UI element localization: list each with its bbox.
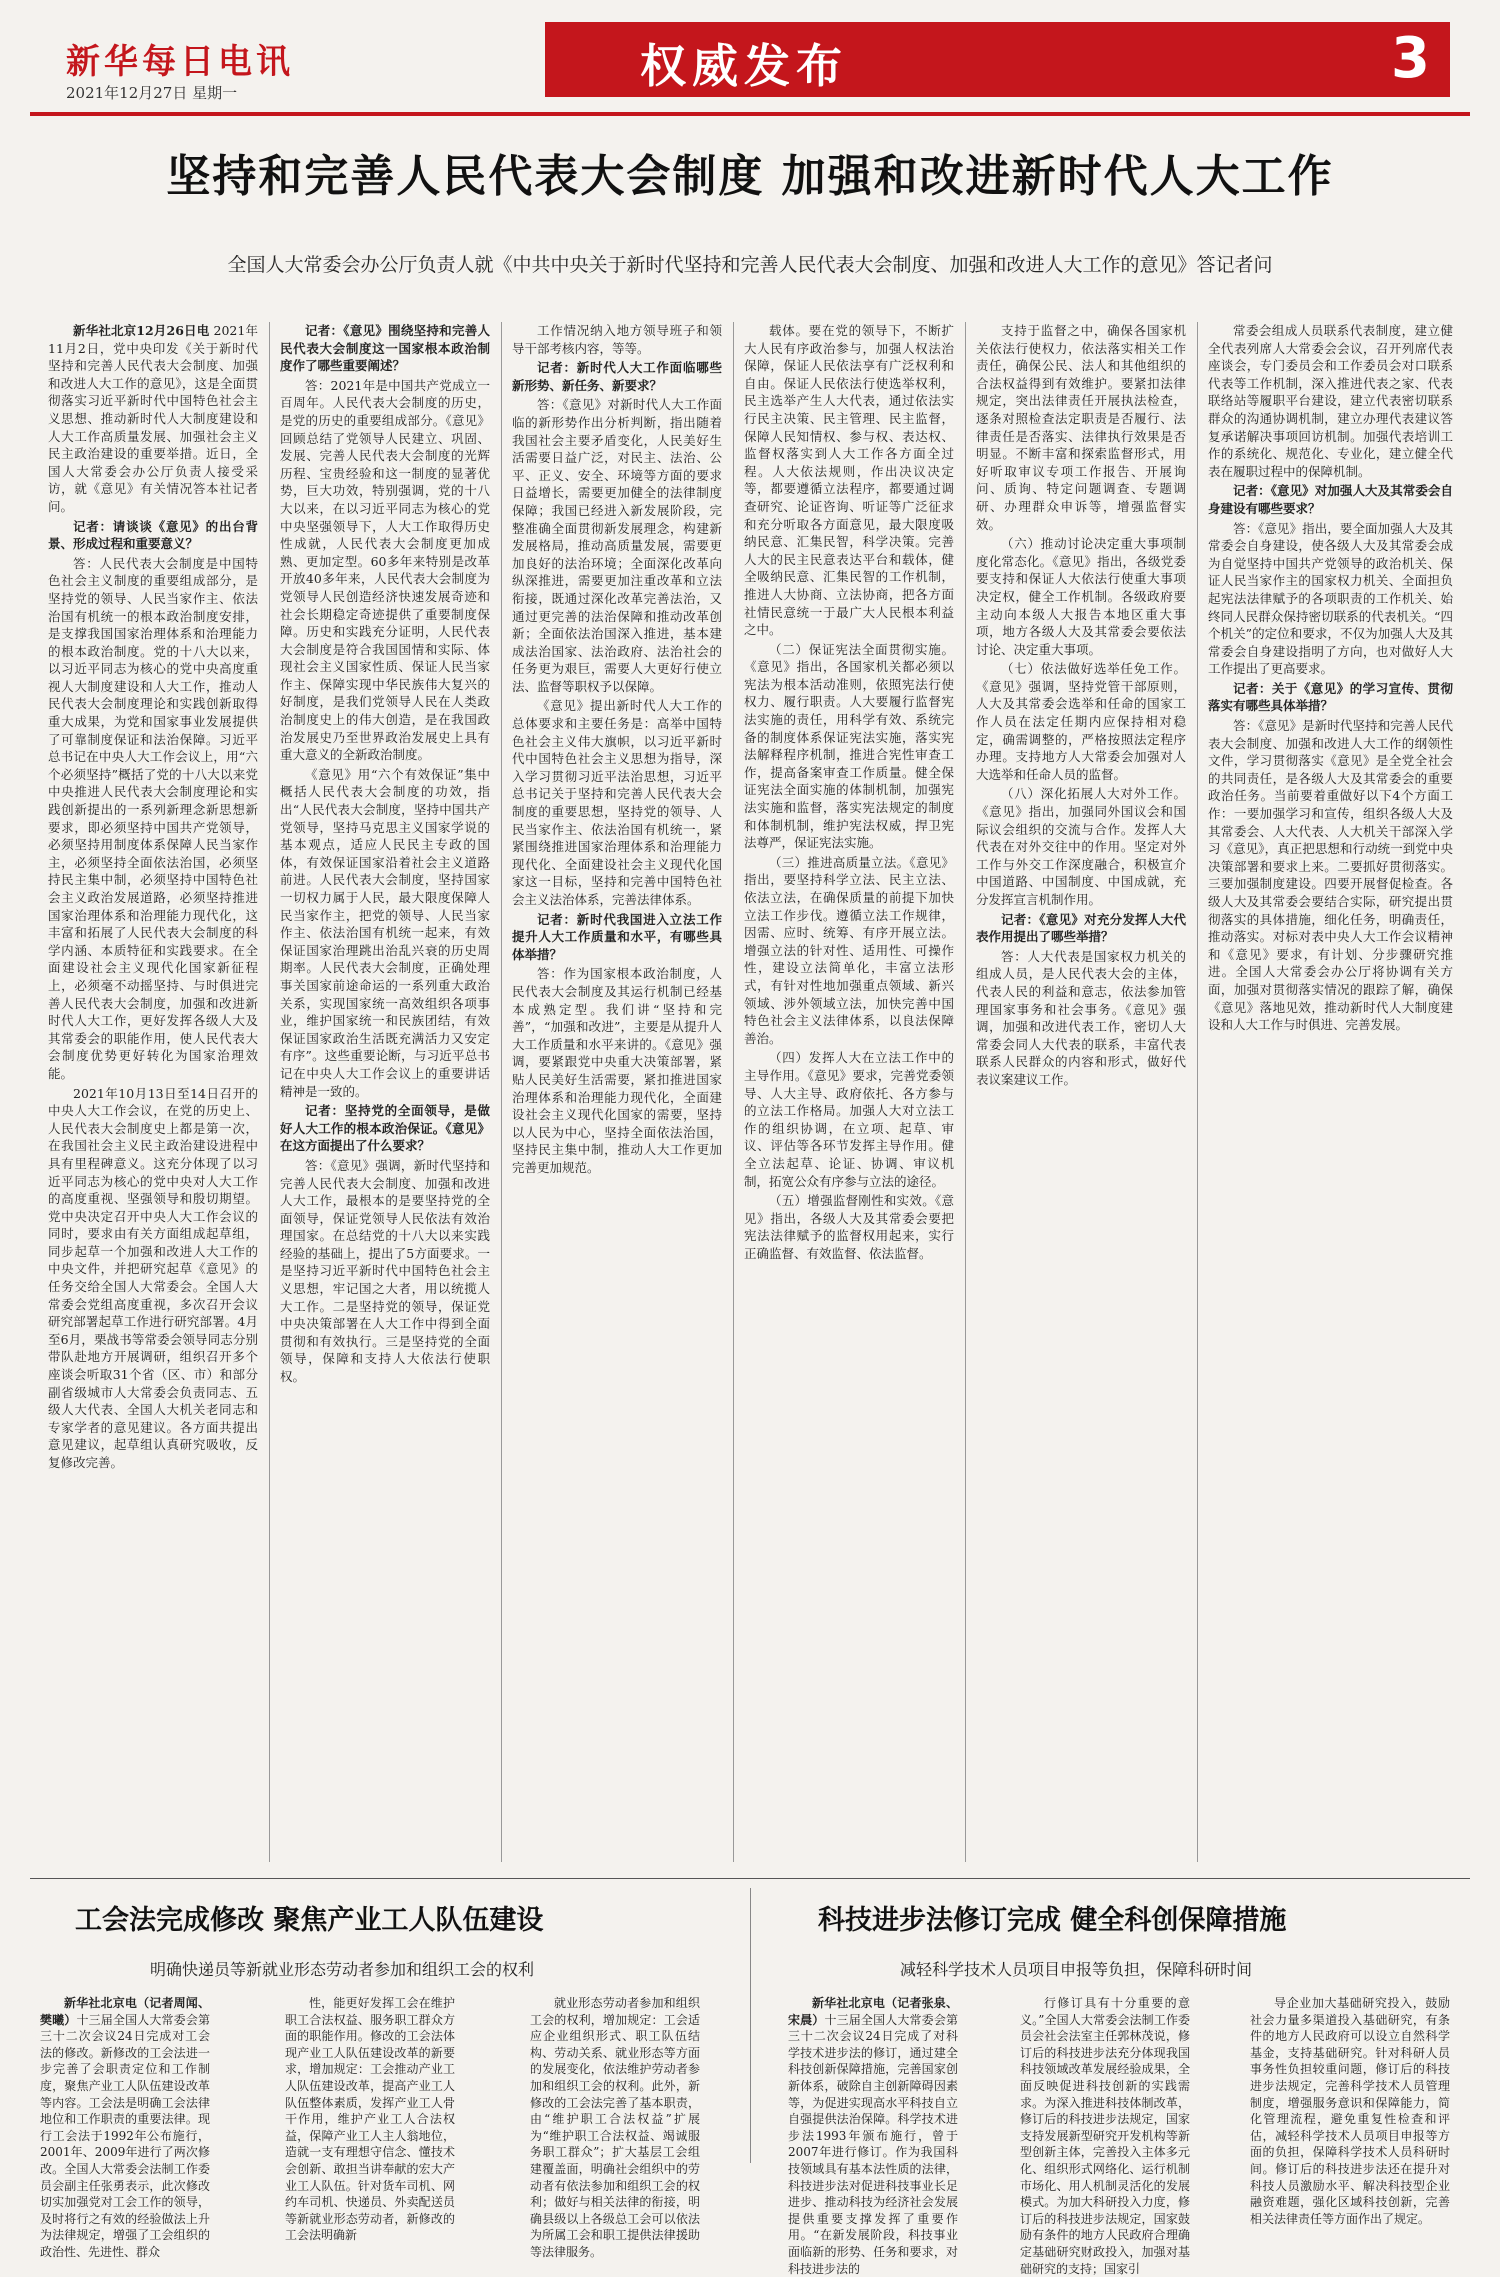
article-subtitle-sci-tech-law: 减轻科学技术人员项目申报等负担，保障科研时间 bbox=[900, 1960, 1253, 1979]
issue-date: 2021年12月27日 星期一 bbox=[66, 84, 238, 102]
newspaper-name: 新华每日电讯 bbox=[66, 42, 294, 82]
paragraph: 答：人民代表大会制度是中国特色社会主义制度的重要组成部分，是坚持党的领导、人民当家作主、依法治国有机统一的根本政治制度安排，是支撑我国国家治理体系和治理能力的根本政治制度。党的十八大以来，以习近平同志为核心的党中央高度重视人大制度建设和人大工作，推动人民代表大会制度理论和实践创新取得重大成果，为党和国家事业发展提供了可靠制度保证和法治保障。习近平总书记在中央人大工作会议上，用“六个必须坚持”概括了党的十八大以来党中央推进人民代表大会制度理论和实践创新提出的一系列新理念新思想新要求，即必须坚持中国共产党领导，必须坚持用制度体系保障人民当家作主，必须坚持全面依法治国，必须坚持民主集中制，必须坚持中国特色社会主义政治发展道路，必须坚持推进国家治理体系和治理能力现代化，这丰富和拓展了人民代表大会制度的科学内涵、本质特征和实践要求。在全面建设社会主义现代化国家新征程上，必须毫不动摇坚持、与时俱进完善人民代表大会制度，加强和改进新时代人大工作，更好发挥各级人大及其常委会的职能作用，使人民代表大会制度优势更好转化为国家治理效能。 bbox=[48, 555, 258, 1081]
paragraph: 2021年11月2日，党中央印发《关于新时代坚持和完善人民代表大会制度、加强和改进人大工作的意见》，这是全面贯彻落实习近平新时代中国特色社会主义思想、推动新时代人大制度建设和人大工作高质量发展、加强社会主义民主政治建设的重要举措。近日，全国人大常委会办公厅负责人接受采访，就《意见》有关情况答本社记者问。 bbox=[48, 323, 259, 514]
section-title: 权威发布 bbox=[640, 39, 848, 93]
paragraph: 《意见》提出新时代人大工作的总体要求和主要任务是：高举中国特色社会主义伟大旗帜，以习近平新时代中国特色社会主义思想为指导，深入学习贯彻习近平法治思想，习近平总书记关于坚持和完善人民代表大会制度的重要思想，坚持党的领导、人民当家作主、依法治国有机统一，紧紧围绕推进国家治理体系和治理能力现代化、全面建设社会主义现代化国家这一目标，坚持和完善中国特色社会主义法治体系，完善法律体系。 bbox=[512, 698, 722, 907]
main-subheadline: 全国人大常委会办公厅负责人就《中共中央关于新时代坚持和完善人民代表大会制度、加强和改进人大工作的意见》答记者问 bbox=[227, 254, 1273, 276]
question: 记者：《意见》对充分发挥人大代表作用提出了哪些举措？ bbox=[976, 911, 1186, 945]
paragraph: 答：《意见》是新时代坚持和完善人民代表大会制度、加强和改进人大工作的纲领性文件，学习贯彻落实《意见》是全党全社会的共同责任，是各级人大及其常委会的重要政治任务。当前要着重做好以下4个方面工作：一要加强学习和宣传，组织各级人大及其常委会、人大代表、人大机关干部深入学习《意见》，真正把思想和行动统一到党中央决策部署和要求上来。二要抓好贯彻落实。三要加强制度建设。四要开展督促检查。各级人大及其常委会要结合实际，研究提出贯彻落实的具体措施，细化任务，明确责任，推动落实。对标对表中央人大工作会议精神和《意见》要求，有计划、分步骤研究推进。全国人大常委会办公厅将协调有关方面，加强对贯彻落实情况的跟踪了解，确保《意见》落地见效，推动新时代人大制度建设和人大工作与时俱进、完善发展。 bbox=[1208, 718, 1453, 1033]
question: 记者：请谈谈《意见》的出台背景、形成过程和重要意义？ bbox=[48, 518, 258, 552]
paragraph: （六）推动讨论决定重大事项制度化常态化。《意见》指出，各级党委要支持和保证人大依法行使重大事项决定权，健全工作机制。各级政府要主动向本级人大报告本地区重大事项，地方各级人大及其常委会要依法讨论、决定重大事项。 bbox=[976, 536, 1186, 657]
article-column-2 bbox=[280, 322, 490, 1867]
paragraph: 答：《意见》指出，要全面加强人大及其常委会自身建设，使各级人大及其常委会成为自觉坚持中国共产党领导的政治机关、保证人民当家作主的国家权力机关、全面担负起宪法法律赋予的各项职责的工作机关、始终同人民群众保持密切联系的代表机关。“四个机关”的定位和要求，不仅为加强人大及其常委会自身建设指明了方向，也对做好人大工作提出了更高要求。 bbox=[1208, 520, 1453, 677]
article-column bbox=[788, 1995, 958, 2276]
article-subtitle-trade-union-law: 明确快递员等新就业形态劳动者参加和组织工会的权利 bbox=[150, 1960, 535, 1979]
article-column-5 bbox=[976, 322, 1186, 1867]
paragraph: （八）深化拓展人大对外工作。《意见》指出，加强同外国议会和国际议会组织的交流与合作。发挥人大代表在对外交往中的作用。坚定对外工作与外交工作深度融合，积极宣介中国道路、中国制度、中国成就，充分发挥宣言机制作用。 bbox=[976, 786, 1186, 907]
paragraph: 答：《意见》对新时代人大工作面临的新形势作出分析判断，指出随着我国社会主要矛盾变化，人民美好生活需要日益广泛，对民主、法治、公平、正义、安全、环境等方面的要求日益增长，需要更加健全的法律制度保障；我国已经进入新发展阶段，完整准确全面贯彻新发展理念，构建新发展格局，推动高质量发展，需要更加良好的法治环境；全面深化改革向纵深推进，需要更加注重改革和立法衔接，既通过深化改革完善法治，又通过更完善的法治保障和推动改革创新；全面依法治国深入推进，基本建成法治国家、法治政府、法治社会的任务更为艰巨，需要人大更好行使立法、监督等职权予以保障。 bbox=[512, 397, 722, 694]
article-divider bbox=[750, 1888, 751, 2163]
column-divider bbox=[501, 322, 502, 1862]
article-column bbox=[1250, 1995, 1450, 2226]
paragraph: 答：作为国家根本政治制度，人民代表大会制度及其运行机制已经基本成熟定型。我们讲“坚持和完善”，“加强和改进”，主要是从提升人大工作质量和水平来讲的。《意见》强调，要紧跟党中央重大决策部署，紧贴人民美好生活需要，紧扣推进国家治理体系和治理能力现代化，全面建设社会主义现代化国家的需要，坚持以人民为中心，坚持全面依法治国，坚持民主集中制，推动人大工作更加完善更加规范。 bbox=[512, 966, 722, 1175]
dateline: 新华社北京电（记者周闻、樊曦） bbox=[40, 1996, 210, 2027]
column-divider bbox=[1197, 322, 1198, 1862]
section-banner bbox=[545, 22, 1450, 97]
paragraph: 常委会组成人员联系代表制度，建立健全代表列席人大常委会会议，召开列席代表座谈会，专门委员会和工作委员会对口联系代表等工作机制，深入推进代表之家、代表联络站等履职平台建设，建立代表密切联系群众的沟通协调机制，建立办理代表建议答复承诺解决事项回访机制。加强代表培训工作的系统化、规范化、专业化，建立健全代表在履职过程中的保障机制。 bbox=[1208, 323, 1453, 479]
masthead bbox=[30, 12, 1470, 107]
paragraph: 支持于监督之中，确保各国家机关依法行使权力，依法落实相关工作责任，确保公民、法人和其他组织的合法权益得到有效维护。要紧扣法律规定，突出法律责任开展执法检查，逐条对照检查法定职责是否履行、法律责任是否落实、法律执行效果是否明显。不断丰富和探索监督形式，用好听取审议专项工作报告、开展询问、质询、特定问题调查、专题调研、办理群众申诉等，增强监督实效。 bbox=[976, 323, 1186, 532]
column-divider bbox=[269, 322, 270, 1862]
paragraph: 答：《意见》强调，新时代坚持和完善人民代表大会制度、加强和改进人大工作，最根本的是要坚持党的全面领导，保证党领导人民依法有效治理国家。在总结党的十八大以来实践经验的基础上，提出了5方面要求。一是坚持习近平新时代中国特色社会主义思想，牢记国之大者，用以统揽人大工作。二是坚持党的领导，保证党中央决策部署在人大工作中得到全面贯彻和有效执行。三是坚持党的全面领导，保障和支持人大依法行使职权。 bbox=[280, 1157, 490, 1385]
paragraph: 2021年10月13日至14日召开的中央人大工作会议，在党的历史上、人民代表大会制度史上都是第一次，在我国社会主义民主政治建设进程中具有里程碑意义。这充分体现了以习近平同志为核心的党中央对人大工作的高度重视、坚强领导和殷切期望。党中央决定召开中央人大工作会议的同时，要求由有关方面组成起草组，同步起草一个加强和改进人大工作的中央文件，并把研究起草《意见》的任务交给全国人大常委会。全国人大常委会党组高度重视，多次召开会议研究部署起草工作进行研究部署。4月至6月，栗战书等常委会领导同志分别带队赴地方开展调研，组织召开多个座谈会听取31个省（区、市）和部分副省级城市人大常委会负责同志、五级人大代表、全国人大机关老同志和专家学者的意见建议。各方面共提出意见建议，起草组认真研究吸收，反复修改完善。 bbox=[48, 1085, 258, 1470]
article-column bbox=[40, 1995, 210, 2259]
dateline: 新华社北京12月26日电 bbox=[73, 323, 210, 338]
article-column-6 bbox=[1208, 322, 1453, 1867]
article-column bbox=[1020, 1995, 1190, 2276]
paragraph: （四）发挥人大在立法工作中的主导作用。《意见》要求，完善党委领导、人大主导、政府依托、各方参与的立法工作格局。加强人大对立法工作的组织协调，在立项、起草、审议、评估等各环节发挥主导作用。健全立法起草、论证、协调、审议机制，拓宽公众有序参与立法的途径。 bbox=[744, 1050, 954, 1189]
question: 记者：《意见》围绕坚持和完善人民代表大会制度这一国家根本政治制度作了哪些重要阐述？ bbox=[280, 323, 490, 374]
paragraph: 答：2021年是中国共产党成立一百周年。人民代表大会制度的历史，是党的历史的重要组成部分。《意见》回顾总结了党领导人民建立、巩固、发展、完善人民代表大会制度的光辉历程、宝贵经验和这一制度的显著优势，巨大功效，特别强调，党的十八大以来，在以习近平同志为核心的党中央坚强领导下，人大工作取得历史性成就，人民代表大会制度更加成熟、更加定型。60多年来特别是改革开放40多年来，人民代表大会制度为党领导人民创造经济快速发展奇迹和社会长期稳定奇迹提供了重要制度保障。历史和实践充分证明，人民代表大会制度是符合我国国情和实际、体现社会主义国家性质、保证人民当家作主、保障实现中华民族伟大复兴的好制度，是我们党领导人民在人类政治制度史上的伟大创造，是在我国政治发展史乃至世界政治发展史上具有重大意义的全新政治制度。 bbox=[280, 377, 490, 763]
paragraph: （三）推进高质量立法。《意见》指出，要坚持科学立法、民主立法、依法立法，在确保质量的前提下加快立法工作步伐。遵循立法工作规律，因需、应时、统筹、有序开展立法。增强立法的针对性、适用性、可操作性，建设立法简单化，丰富立法形式，有针对性地加强重点领域、新兴领域、涉外领域立法，加快完善中国特色社会主义法律体系，以良法保障善治。 bbox=[744, 854, 954, 1046]
paragraph: 十三届全国人大常委会第三十二次会议24日完成对工会法的修改。新修改的工会法进一步完善了会职责定位和工作制度，聚焦产业工人队伍建设改革等内容。工会法是明确工会法律地位和工作职责的重要法律。现行工会法于1992年公布施行，2001年、2009年进行了两次修改。全国人大常委会法制工作委员会副主任张勇表示，此次修改切实加强党对工会工作的领导，及时将行之有效的经验做法上升为法律规定，增强了工会组织的政治性、先进性、群众 bbox=[40, 2012, 210, 2259]
question: 记者：新时代人大工作面临哪些新形势、新任务、新要求？ bbox=[512, 360, 722, 393]
article-title-sci-tech-law: 科技进步法修订完成 健全科创保障措施 bbox=[818, 1905, 1287, 1936]
paragraph: 性，能更好发挥工会在维护职工合法权益、服务职工群众方面的职能作用。修改的工会法体现产业工人队伍建设改革的新要求，增加规定：工会推动产业工人队伍建设改革，提高产业工人队伍整体素质，发挥产业工人骨干作用，维护产业工人合法权益，保障产业工人主人翁地位，造就一支有理想守信念、懂技术会创新、敢担当讲奉献的宏大产业工人队伍。针对货车司机、网约车司机、快递员、外卖配送员等新就业形态劳动者，新修改的工会法明确新 bbox=[285, 1996, 455, 2243]
paragraph: （五）增强监督刚性和实效。《意见》指出，各级人大及其常委会要把宪法法律赋予的监督权用起来，实行正确监督、有效监督、依法监督。 bbox=[744, 1193, 954, 1261]
paragraph: 载体。要在党的领导下，不断扩大人民有序政治参与，加强人权法治保障，保证人民依法享有广泛权利和自由。保证人民依法行使选举权利，民主选举产生人大代表，通过依法实行民主决策、民主管理、民主监督，保障人民知情权、参与权、表达权、监督权落实到人大工作各方面全过程。人大依法规则，作出决议决定等，都要遵循立法程序，都要通过调查研究、论证咨询、听证等广泛征求和充分听取各方面意见，最大限度吸纳民意、汇集民智，科学决策。完善人大的民主民意表达平台和载体，健全吸纳民意、汇集民智的工作机制，推进人大协商、立法协商，把各方面社情民意统一于最广大人民根本利益之中。 bbox=[744, 323, 954, 638]
article-column bbox=[285, 1995, 455, 2243]
page-number: 3 bbox=[1391, 26, 1430, 91]
paragraph: 就业形态劳动者参加和组织工会的权利，增加规定：工会适应企业组织形式、职工队伍结构、劳动关系、就业形态等方面的发展变化，依法维护劳动者参加和组织工会的权利。此外，新修改的工会法完善了基本职责，由“维护职工合法权益”扩展为“维护职工合法权益、竭诚服务职工群众”；扩大基层工会组建覆盖面，明确社会组织中的劳动者有依法参加和组织工会的权利；做好与相关法律的衔接，明确县级以上各级总工会可以依法为所属工会和职工提供法律援助等法律服务。 bbox=[530, 1996, 700, 2259]
paragraph: 行修订具有十分重要的意义。”全国人大常委会法制工作委员会社会法室主任郭林茂说，修订后的科技进步法充分体现我国科技领域改革发展经验成果，全面反映促进科技创新的实践需求。为深入推进科技体制改革，修订后的科技进步法规定，国家支持发展新型研究开发机构等新型创新主体，完善投入主体多元化、组织形式网络化、运行机制市场化、用人机制灵活化的发展模式。为加大科研投入力度，修订后的科技进步法规定，国家鼓励有条件的地方人民政府合理确定基础研究财政投入，加强对基础研究的支持；国家引 bbox=[1020, 1996, 1190, 2276]
article-column bbox=[530, 1995, 700, 2259]
dateline: 新华社北京电（记者张泉、宋晨） bbox=[788, 1996, 958, 2027]
question: 记者：《意见》对加强人大及其常委会自身建设有哪些要求？ bbox=[1208, 483, 1453, 516]
column-divider bbox=[733, 322, 734, 1862]
paragraph: （二）保证宪法全面贯彻实施。《意见》指出，各国家机关都必须以宪法为根本活动准则，依照宪法行使权力、履行职责。人大要履行监督宪法实施的责任，用科学有效、系统完备的制度体系保证宪法实施，落实宪法解释程序机制，推进合宪性审查工作，提高备案审查工作质量。健全保证宪法全面实施的体制机制，加强宪法实施和监督，落实宪法规定的制度和体制机制，维护宪法权威，捍卫宪法尊严，保证宪法实施。 bbox=[744, 641, 954, 851]
masthead-rule bbox=[30, 112, 1470, 116]
column-divider bbox=[965, 322, 966, 1862]
article-column-4 bbox=[744, 322, 954, 1867]
paragraph: 工作情况纳入地方领导班子和领导干部考核内容，等等。 bbox=[512, 323, 722, 356]
paragraph: （七）依法做好选举任免工作。《意见》强调，坚持党管干部原则，人大及其常委会选举和任命的国家工作人员在法定任期内应保持相对稳定，确需调整的，严格按照法定程序办理。支持地方人大常委会加强对人大选举和任命人员的监督。 bbox=[976, 661, 1186, 782]
paragraph: 十三届全国人大常委会第三十二次会议24日完成了对科学技术进步法的修订，通过建全科技创新保障措施，完善国家创新体系，破除自主创新障碍因素等，为促进实现高水平科技自立自强提供法治保障。科学技术进步法1993年颁布施行，曾于2007年进行修订。作为我国科技领域具有基本法性质的法律，科技进步法对促进科技事业长足进步、推动科技为经济社会发展提供重要支撑发挥了重要作用。“在新发展阶段，科技事业面临新的形势、任务和要求，对科技进步法的 bbox=[788, 2012, 958, 2276]
paragraph: 导企业加大基础研究投入，鼓励社会力量多渠道投入基础研究，有条件的地方人民政府可以设立自然科学基金，支持基础研究。针对科研人员事务性负担较重问题，修订后的科技进步法规定，完善科学技术人员管理制度，增强服务意识和保障能力，简化管理流程，避免重复性检查和评估，减轻科学技术人员项目申报等方面的负担，保障科学技术人员科研时间。修订后的科技进步法还在提升对科技人员激励水平、解决科技型企业融资难题，强化区域科技创新，完善相关法律责任等方面作出了规定。 bbox=[1250, 1996, 1450, 2226]
section-divider bbox=[30, 1878, 1470, 1879]
paragraph: 《意见》用“六个有效保证”集中概括人民代表大会制度的功效，指出“人民代表大会制度，坚持中国共产党领导，坚持马克思主义国家学说的基本观点，适应人民民主专政的国体，有效保证国家沿着社会主义道路前进。人民代表大会制度，坚持国家一切权力属于人民，最大限度保障人民当家作主，把党的领导、人民当家作主、依法治国有机统一起来，有效保证国家治理跳出治乱兴衰的历史周期率。人民代表大会制度，正确处理事关国家前途命运的一系列重大政治关系，实现国家统一高效组织各项事业，维护国家统一和民族团结，有效保证国家政治生活既充满活力又安定有序”。这些重要论断，与习近平总书记在中央人大工作会议上的重要讲话精神是一致的。 bbox=[280, 766, 490, 1099]
article-column-3 bbox=[512, 322, 722, 1867]
paragraph: 答：人大代表是国家权力机关的组成人员，是人民代表大会的主体，代表人民的利益和意志，依法参加管理国家事务和社会事务。《意见》强调，加强和改进代表工作，密切人大常委会同人大代表的联系，丰富代表联系人民群众的内容和形式，做好代表议案建议工作。 bbox=[976, 948, 1186, 1087]
main-headline: 坚持和完善人民代表大会制度 加强和改进新时代人大工作 bbox=[166, 151, 1334, 202]
question: 记者：关于《意见》的学习宣传、贯彻落实有哪些具体举措？ bbox=[1208, 680, 1453, 714]
question: 记者：新时代我国进入立法工作提升人大工作质量和水平，有哪些具体举措？ bbox=[512, 911, 722, 962]
question: 记者：坚持党的全面领导，是做好人大工作的根本政治保证。《意见》在这方面提出了什么要求？ bbox=[280, 1103, 490, 1154]
article-title-trade-union-law: 工会法完成修改 聚焦产业工人队伍建设 bbox=[75, 1905, 544, 1936]
article-column-1 bbox=[48, 322, 258, 1867]
